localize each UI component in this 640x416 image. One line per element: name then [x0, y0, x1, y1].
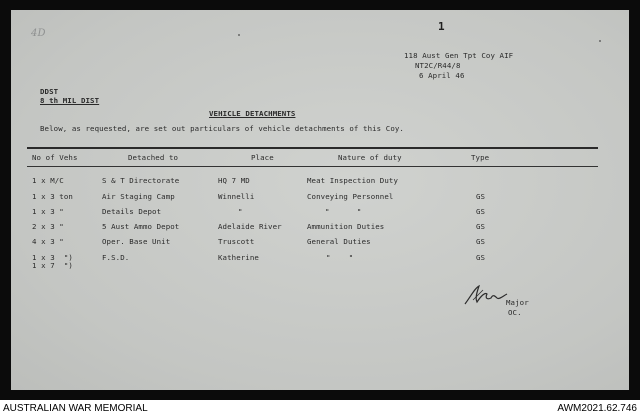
table-top-rule — [27, 147, 598, 149]
header-type: Type — [471, 153, 490, 162]
cell-duty: " " — [325, 207, 362, 216]
cell-place: Truscott — [218, 237, 255, 246]
cell-vehs: 1 x M/C — [32, 176, 64, 185]
signatory-role: OC. — [508, 308, 522, 317]
cell-detached: Oper. Base Unit — [102, 237, 171, 246]
archive-name: AUSTRALIAN WAR MEMORIAL — [3, 403, 148, 414]
cell-vehs: 4 x 3 " — [32, 237, 64, 246]
cell-type: GS — [476, 253, 486, 262]
cell-detached: F.S.D. — [102, 253, 130, 262]
table-header-rule — [27, 166, 598, 167]
cell-type: GS — [476, 207, 486, 216]
speck-icon — [599, 40, 601, 42]
intro-paragraph: Below, as requested, are set out particulars of vehicle detachments of this Coy. — [40, 124, 404, 133]
cell-type: GS — [476, 237, 486, 246]
signatory-rank: Major — [506, 298, 529, 307]
cell-place: Katherine — [218, 253, 259, 262]
cell-type: GS — [476, 192, 486, 201]
document-page — [11, 10, 629, 390]
cell-detached: S & T Directorate — [102, 176, 180, 185]
cell-duty: Ammunition Duties — [307, 222, 385, 231]
addressee-line-2: 8 th MIL DIST — [40, 96, 100, 105]
reference-number: NT2C/R44/8 — [415, 61, 461, 70]
header-detached: Detached to — [128, 153, 179, 162]
cell-place: HQ 7 MD — [218, 176, 250, 185]
cell-place: Adelaide River — [218, 222, 282, 231]
archive-reference: AWM2021.62.746 — [557, 403, 637, 414]
archive-footer — [0, 400, 640, 416]
unit-name: 118 Aust Gen Tpt Coy AIF — [404, 51, 514, 60]
cell-detached: Air Staging Camp — [102, 192, 175, 201]
cell-vehs: 1 x 7 ") — [32, 261, 73, 270]
cell-vehs: 1 x 3 ton — [32, 192, 73, 201]
cell-place: " — [238, 207, 243, 216]
document-date: 6 April 46 — [419, 71, 465, 80]
header-vehs: No of Vehs — [32, 153, 78, 162]
cell-place: Winnelli — [218, 192, 255, 201]
page-number: 1 — [438, 20, 445, 33]
cell-duty: " " — [326, 253, 354, 262]
pencil-annotation-icon: 4D — [31, 28, 46, 39]
cell-duty: General Duties — [307, 237, 371, 246]
cell-vehs: 2 x 3 " — [32, 222, 64, 231]
cell-vehs: 1 x 3 " — [32, 207, 64, 216]
speck-icon — [238, 34, 240, 36]
document-title: VEHICLE DETACHMENTS — [209, 109, 296, 118]
cell-detached: 5 Aust Ammo Depot — [102, 222, 180, 231]
cell-detached: Details Depot — [102, 207, 162, 216]
cell-duty: Meat Inspection Duty — [307, 176, 398, 185]
cell-duty: Conveying Personnel — [307, 192, 394, 201]
cell-type: GS — [476, 222, 486, 231]
addressee-line-1: DDST — [40, 87, 59, 96]
cell-vehs: 1 x 3 ") — [32, 253, 73, 262]
signature-icon — [463, 282, 511, 308]
header-duty: Nature of duty — [338, 153, 402, 162]
header-place: Place — [251, 153, 274, 162]
